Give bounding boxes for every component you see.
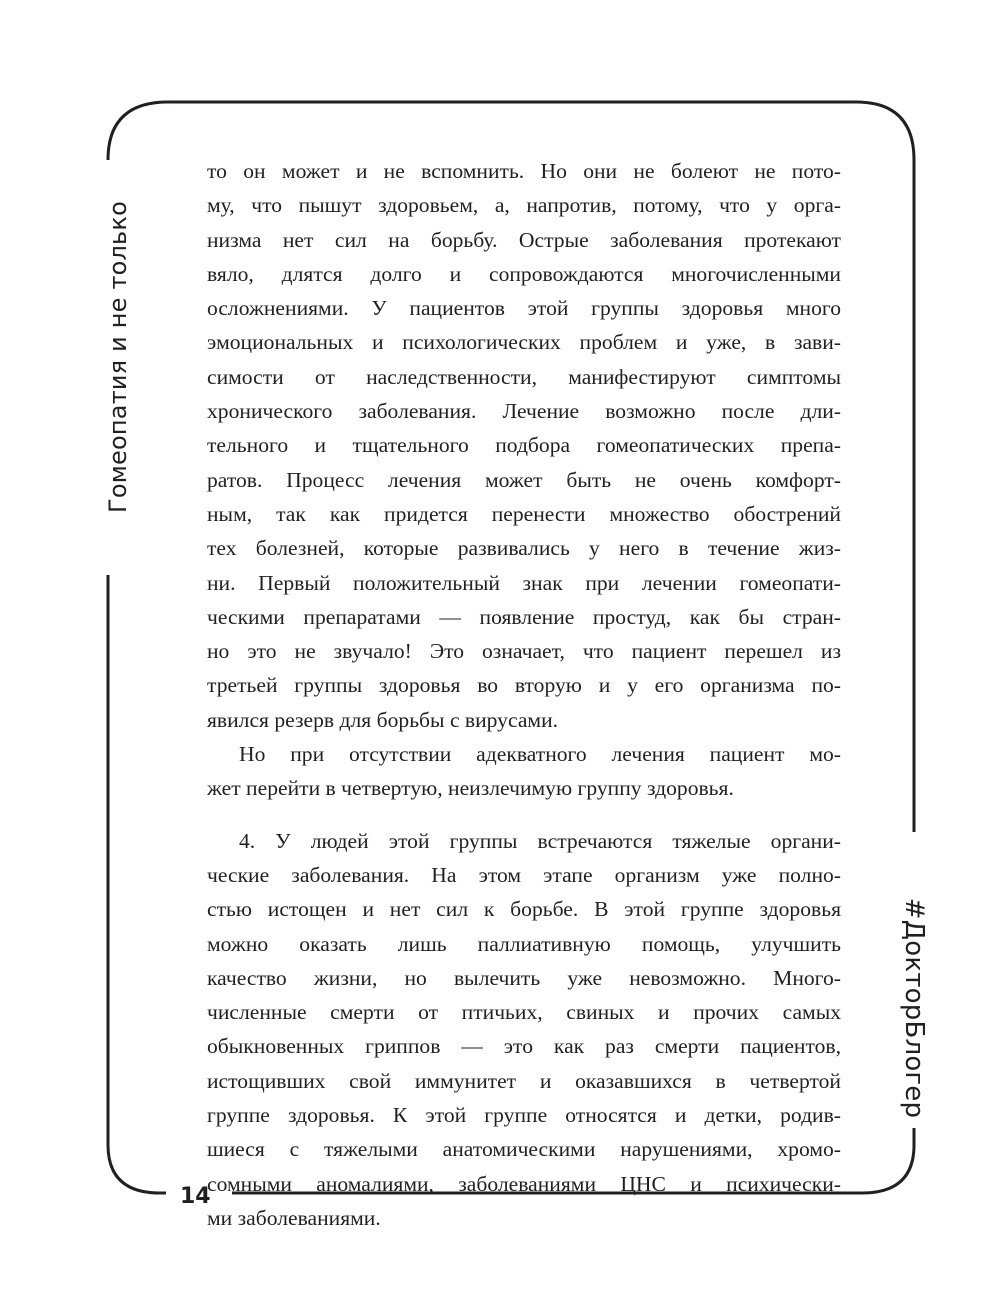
paragraph-2 — [207, 737, 841, 806]
text-line: можно оказать лишь паллиативную помощь, улучшить — [207, 931, 841, 956]
body-text — [207, 154, 841, 1235]
text-line: низма нет сил на борьбу. Острые заболевания протекают — [207, 227, 841, 252]
text-line: явился резерв для борьбы с вирусами. — [207, 707, 559, 732]
text-line: ным, так как придется перенести множество обострений — [207, 501, 841, 526]
text-line: численные смерти от птичьих, свиных и прочих самых — [207, 1000, 841, 1025]
text-line: ческими препаратами — появление простуд, как бы стран- — [207, 604, 841, 629]
text-line: тельного и тщательного подбора гомеопатических препа- — [207, 433, 841, 458]
text-line: 4. У людей этой группы встречаются тяжелые органи- — [239, 828, 841, 853]
text-line: тех болезней, которые развивались у него в течение жиз- — [207, 536, 841, 561]
text-line: хронического заболевания. Лечение возможно после дли- — [207, 399, 841, 424]
paragraph-gap — [207, 806, 841, 824]
text-line: то он может и не вспомнить. Но они не болеют не пото- — [207, 159, 841, 183]
text-line: вяло, длятся долго и сопровождаются многочисленными — [207, 261, 841, 286]
frame-left-lower — [108, 575, 166, 1193]
text-line: ческие заболевания. На этом этапе организм уже полно- — [207, 862, 841, 887]
hashtag-label: #ДокторБлогер — [899, 897, 929, 1119]
text-line: ми заболеваниями. — [207, 1205, 381, 1230]
text-line: жет перейти в четвертую, неизлечимую группу здоровья. — [207, 776, 734, 801]
text-line: группе здоровья. К этой группе относятся и детки, родив- — [207, 1103, 841, 1128]
text-line: стью истощен и нет сил к борьбе. В этой группе здоровья — [207, 897, 841, 922]
text-line: но это не звучало! Это означает, что пациент перешел из — [207, 639, 841, 664]
text-line: осложнениями. У пациентов этой группы здоровья много — [207, 296, 841, 321]
text-line: му, что пышут здоровьем, а, напротив, потому, что у орга- — [207, 193, 841, 218]
text-line: ратов. Процесс лечения может быть не очень комфорт- — [207, 467, 841, 492]
paragraph-3 — [207, 824, 841, 1236]
text-line: качество жизни, но вылечить уже невозможно. Много- — [207, 965, 841, 990]
paragraph-1 — [207, 154, 841, 737]
text-line: обыкновенных гриппов — это как раз смерти пациентов, — [207, 1034, 841, 1059]
text-line: Но при отсутствии адекватного лечения пациент мо- — [239, 742, 841, 767]
text-line: сомными аномалиями, заболеваниями ЦНС и психически- — [207, 1171, 841, 1196]
text-line: шиеся с тяжелыми анатомическими нарушениями, хромо- — [207, 1137, 841, 1162]
text-line: ни. Первый положительный знак при лечении гомеопати- — [207, 570, 841, 595]
text-line: третьей группы здоровья во вторую и у его организма по- — [207, 673, 841, 698]
text-line: эмоциональных и психологических проблем и уже, в зави- — [207, 330, 841, 355]
page-number: 14 — [180, 1184, 211, 1209]
text-line: симости от наследственности, манифестируют симптомы — [207, 364, 841, 389]
text-line: истощивших свой иммунитет и оказавшихся в четвертой — [207, 1068, 841, 1093]
book-title: Гомеопатия и не только — [104, 201, 132, 513]
